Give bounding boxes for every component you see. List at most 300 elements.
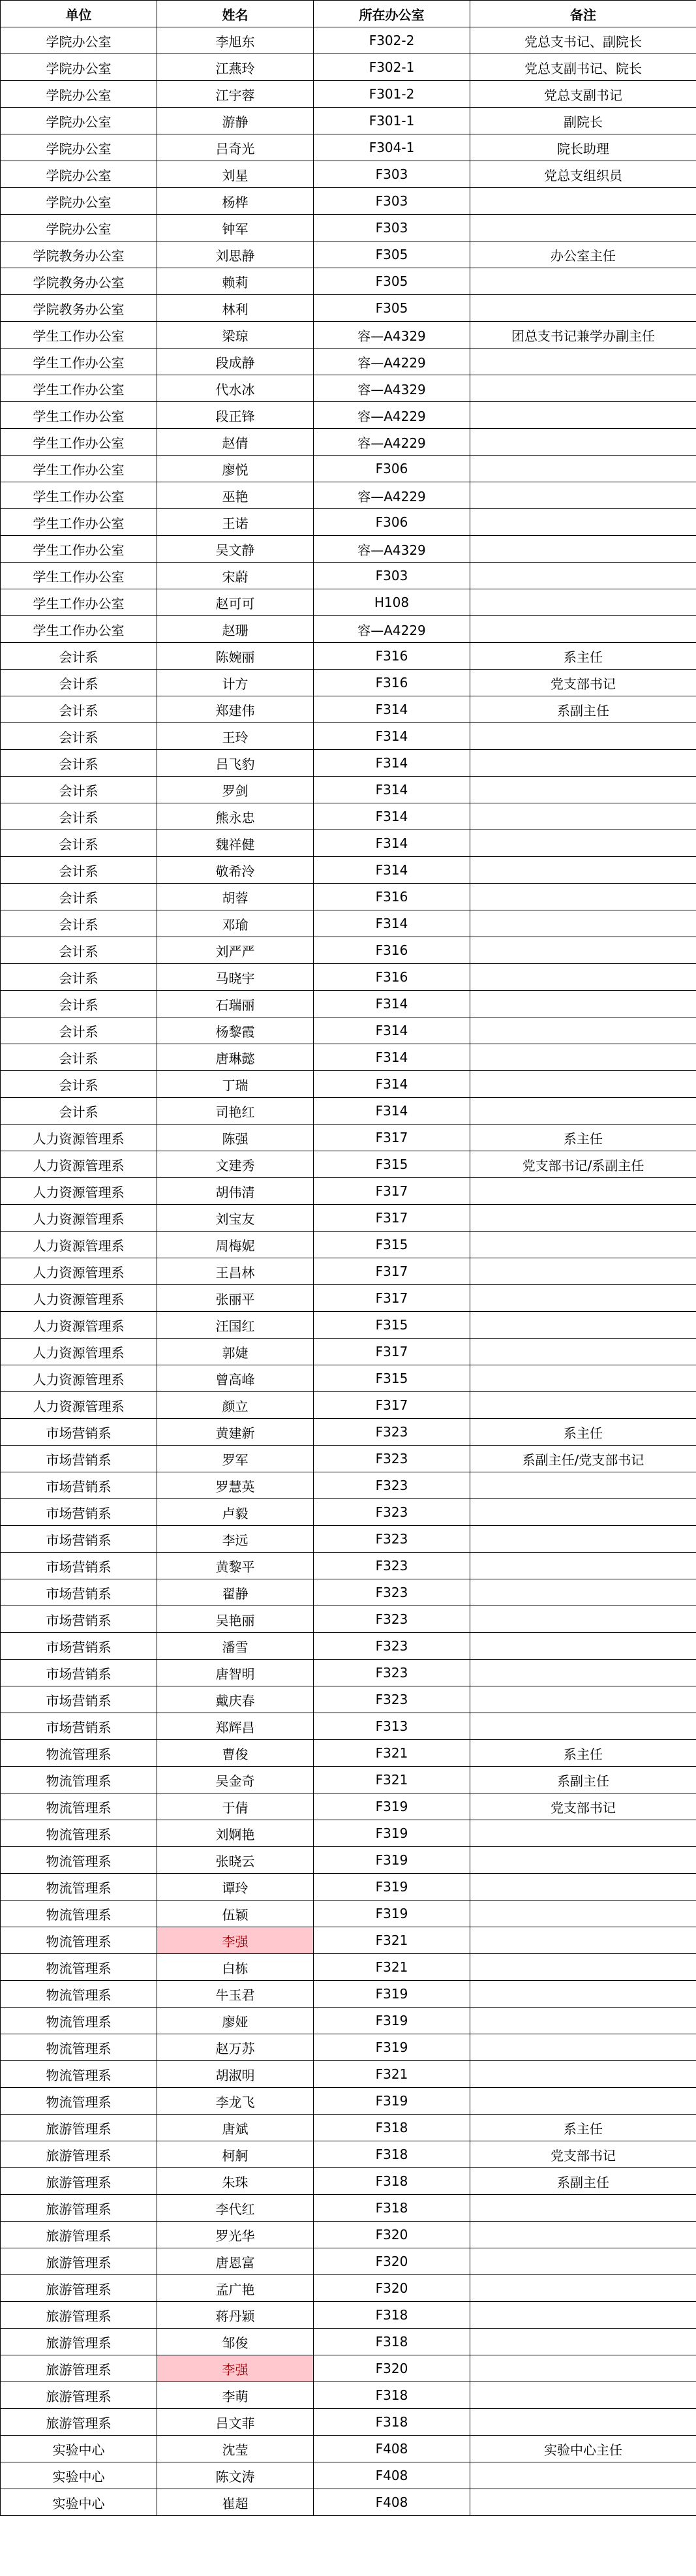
cell-office[interactable]: 容—A4229 <box>314 402 470 429</box>
cell-office[interactable]: 容—A4229 <box>314 429 470 456</box>
cell-remark[interactable] <box>470 1606 696 1633</box>
cell-name[interactable]: 汪国红 <box>157 1312 314 1339</box>
cell-remark[interactable] <box>470 1205 696 1232</box>
cell-unit[interactable]: 物流管理系 <box>1 2061 157 2088</box>
cell-remark[interactable] <box>470 2248 696 2275</box>
cell-office[interactable]: F314 <box>314 991 470 1017</box>
cell-remark[interactable] <box>470 750 696 777</box>
cell-remark[interactable] <box>470 429 696 456</box>
cell-remark[interactable] <box>470 563 696 589</box>
cell-remark[interactable]: 系主任 <box>470 1419 696 1446</box>
cell-office[interactable]: F321 <box>314 1954 470 1981</box>
cell-remark[interactable] <box>470 1820 696 1847</box>
cell-remark[interactable] <box>470 188 696 215</box>
cell-remark[interactable]: 院长助理 <box>470 134 696 161</box>
cell-remark[interactable] <box>470 964 696 991</box>
cell-remark[interactable] <box>470 1071 696 1098</box>
cell-office[interactable]: F318 <box>314 2195 470 2222</box>
cell-office[interactable]: F302-2 <box>314 27 470 54</box>
cell-name[interactable]: 邓瑜 <box>157 910 314 937</box>
cell-office[interactable]: F315 <box>314 1151 470 1178</box>
cell-name[interactable]: 吕飞豹 <box>157 750 314 777</box>
cell-name[interactable]: 白栋 <box>157 1954 314 1981</box>
cell-name[interactable]: 唐智明 <box>157 1660 314 1686</box>
cell-remark[interactable] <box>470 2355 696 2382</box>
cell-name[interactable]: 廖悦 <box>157 456 314 482</box>
cell-remark[interactable] <box>470 2275 696 2302</box>
cell-remark[interactable] <box>470 536 696 563</box>
cell-unit[interactable]: 市场营销系 <box>1 1633 157 1660</box>
cell-unit[interactable]: 市场营销系 <box>1 1553 157 1579</box>
cell-unit[interactable]: 学院办公室 <box>1 188 157 215</box>
cell-unit[interactable]: 人力资源管理系 <box>1 1205 157 1232</box>
cell-remark[interactable] <box>470 1526 696 1553</box>
cell-name[interactable]: 李强 <box>157 1927 314 1954</box>
cell-unit[interactable]: 物流管理系 <box>1 1927 157 1954</box>
cell-unit[interactable]: 学院办公室 <box>1 81 157 108</box>
cell-name[interactable]: 江燕玲 <box>157 54 314 81</box>
cell-office[interactable]: 容—A4229 <box>314 482 470 509</box>
cell-remark[interactable] <box>470 2008 696 2034</box>
cell-office[interactable]: F323 <box>314 1633 470 1660</box>
cell-name[interactable]: 胡淑明 <box>157 2061 314 2088</box>
cell-remark[interactable]: 党支部书记/系副主任 <box>470 1151 696 1178</box>
cell-office[interactable]: F314 <box>314 723 470 750</box>
cell-office[interactable]: F314 <box>314 1044 470 1071</box>
cell-unit[interactable]: 学生工作办公室 <box>1 509 157 536</box>
cell-unit[interactable]: 学生工作办公室 <box>1 322 157 349</box>
cell-name[interactable]: 刘宝友 <box>157 1205 314 1232</box>
cell-name[interactable]: 江宇蓉 <box>157 81 314 108</box>
cell-office[interactable]: F319 <box>314 1874 470 1901</box>
cell-name[interactable]: 刘思静 <box>157 241 314 268</box>
cell-remark[interactable]: 系主任 <box>470 643 696 670</box>
cell-remark[interactable] <box>470 2222 696 2248</box>
cell-unit[interactable]: 人力资源管理系 <box>1 1232 157 1258</box>
cell-remark[interactable] <box>470 991 696 1017</box>
cell-name[interactable]: 罗光华 <box>157 2222 314 2248</box>
cell-unit[interactable]: 市场营销系 <box>1 1446 157 1472</box>
cell-office[interactable]: F323 <box>314 1472 470 1499</box>
cell-name[interactable]: 沈莹 <box>157 2436 314 2462</box>
cell-unit[interactable]: 人力资源管理系 <box>1 1125 157 1151</box>
cell-name[interactable]: 孟广艳 <box>157 2275 314 2302</box>
cell-unit[interactable]: 会计系 <box>1 750 157 777</box>
cell-unit[interactable]: 旅游管理系 <box>1 2222 157 2248</box>
cell-office[interactable]: F321 <box>314 1767 470 1793</box>
cell-unit[interactable]: 市场营销系 <box>1 1526 157 1553</box>
cell-remark[interactable] <box>470 1285 696 1312</box>
cell-name[interactable]: 计方 <box>157 670 314 696</box>
cell-unit[interactable]: 学院教务办公室 <box>1 241 157 268</box>
cell-name[interactable]: 谭玲 <box>157 1874 314 1901</box>
cell-remark[interactable] <box>470 509 696 536</box>
cell-unit[interactable]: 会计系 <box>1 1098 157 1125</box>
cell-office[interactable]: F319 <box>314 1901 470 1927</box>
cell-unit[interactable]: 物流管理系 <box>1 1981 157 2008</box>
cell-unit[interactable]: 旅游管理系 <box>1 2302 157 2329</box>
cell-remark[interactable] <box>470 482 696 509</box>
cell-office[interactable]: F314 <box>314 777 470 803</box>
cell-unit[interactable]: 会计系 <box>1 777 157 803</box>
cell-office[interactable]: F408 <box>314 2462 470 2489</box>
cell-unit[interactable]: 会计系 <box>1 910 157 937</box>
cell-remark[interactable]: 团总支书记兼学办副主任 <box>470 322 696 349</box>
cell-office[interactable]: F303 <box>314 161 470 188</box>
cell-office[interactable]: F318 <box>314 2115 470 2141</box>
cell-unit[interactable]: 旅游管理系 <box>1 2248 157 2275</box>
cell-unit[interactable]: 旅游管理系 <box>1 2115 157 2141</box>
cell-remark[interactable] <box>470 2382 696 2409</box>
cell-remark[interactable]: 实验中心主任 <box>470 2436 696 2462</box>
cell-name[interactable]: 赵可可 <box>157 589 314 616</box>
cell-office[interactable]: F319 <box>314 2008 470 2034</box>
cell-remark[interactable] <box>470 2409 696 2436</box>
cell-name[interactable]: 罗军 <box>157 1446 314 1472</box>
cell-unit[interactable]: 物流管理系 <box>1 2008 157 2034</box>
cell-unit[interactable]: 物流管理系 <box>1 1740 157 1767</box>
cell-office[interactable]: 容—A4329 <box>314 536 470 563</box>
cell-unit[interactable]: 会计系 <box>1 670 157 696</box>
cell-remark[interactable] <box>470 616 696 643</box>
cell-office[interactable]: F316 <box>314 964 470 991</box>
cell-unit[interactable]: 市场营销系 <box>1 1660 157 1686</box>
cell-remark[interactable] <box>470 2302 696 2329</box>
cell-office[interactable]: F319 <box>314 1793 470 1820</box>
cell-unit[interactable]: 会计系 <box>1 964 157 991</box>
cell-remark[interactable] <box>470 1874 696 1901</box>
cell-remark[interactable]: 党支部书记 <box>470 670 696 696</box>
cell-office[interactable]: F316 <box>314 670 470 696</box>
cell-name[interactable]: 李龙飞 <box>157 2088 314 2115</box>
cell-office[interactable]: F319 <box>314 2034 470 2061</box>
cell-office[interactable]: F316 <box>314 937 470 964</box>
cell-office[interactable]: H108 <box>314 589 470 616</box>
cell-office[interactable]: F320 <box>314 2248 470 2275</box>
cell-unit[interactable]: 学生工作办公室 <box>1 456 157 482</box>
cell-remark[interactable] <box>470 589 696 616</box>
cell-remark[interactable] <box>470 1258 696 1285</box>
cell-office[interactable]: F315 <box>314 1312 470 1339</box>
cell-remark[interactable]: 副院长 <box>470 108 696 134</box>
cell-name[interactable]: 李旭东 <box>157 27 314 54</box>
cell-remark[interactable] <box>470 1927 696 1954</box>
cell-remark[interactable] <box>470 2061 696 2088</box>
cell-name[interactable]: 王诺 <box>157 509 314 536</box>
cell-unit[interactable]: 会计系 <box>1 884 157 910</box>
cell-name[interactable]: 陈强 <box>157 1125 314 1151</box>
cell-remark[interactable] <box>470 456 696 482</box>
cell-remark[interactable] <box>470 2489 696 2516</box>
cell-remark[interactable] <box>470 295 696 322</box>
cell-remark[interactable] <box>470 857 696 884</box>
cell-remark[interactable]: 党支部书记 <box>470 1793 696 1820</box>
cell-unit[interactable]: 旅游管理系 <box>1 2329 157 2355</box>
cell-name[interactable]: 梁琼 <box>157 322 314 349</box>
cell-unit[interactable]: 实验中心 <box>1 2489 157 2516</box>
cell-remark[interactable] <box>470 349 696 375</box>
cell-name[interactable]: 颜立 <box>157 1392 314 1419</box>
cell-remark[interactable] <box>470 1232 696 1258</box>
cell-remark[interactable]: 党总支副书记、院长 <box>470 54 696 81</box>
cell-unit[interactable]: 物流管理系 <box>1 1954 157 1981</box>
cell-name[interactable]: 罗剑 <box>157 777 314 803</box>
cell-remark[interactable]: 系主任 <box>470 1740 696 1767</box>
cell-unit[interactable]: 物流管理系 <box>1 1901 157 1927</box>
cell-office[interactable]: F318 <box>314 2382 470 2409</box>
cell-remark[interactable] <box>470 1553 696 1579</box>
cell-unit[interactable]: 学院办公室 <box>1 134 157 161</box>
cell-unit[interactable]: 物流管理系 <box>1 1820 157 1847</box>
cell-unit[interactable]: 旅游管理系 <box>1 2355 157 2382</box>
cell-name[interactable]: 蒋丹颖 <box>157 2302 314 2329</box>
cell-remark[interactable] <box>470 1392 696 1419</box>
cell-name[interactable]: 胡伟清 <box>157 1178 314 1205</box>
header-name[interactable]: 姓名 <box>157 1 314 27</box>
cell-office[interactable]: F317 <box>314 1178 470 1205</box>
cell-office[interactable]: F320 <box>314 2275 470 2302</box>
cell-name[interactable]: 刘婀艳 <box>157 1820 314 1847</box>
cell-name[interactable]: 石瑞丽 <box>157 991 314 1017</box>
cell-name[interactable]: 敬希泠 <box>157 857 314 884</box>
cell-remark[interactable] <box>470 1499 696 1526</box>
cell-unit[interactable]: 学生工作办公室 <box>1 589 157 616</box>
cell-unit[interactable]: 市场营销系 <box>1 1606 157 1633</box>
cell-office[interactable]: F319 <box>314 1847 470 1874</box>
cell-unit[interactable]: 市场营销系 <box>1 1419 157 1446</box>
cell-unit[interactable]: 会计系 <box>1 1071 157 1098</box>
cell-name[interactable]: 戴庆春 <box>157 1686 314 1713</box>
cell-remark[interactable] <box>470 2462 696 2489</box>
cell-remark[interactable]: 系主任 <box>470 2115 696 2141</box>
cell-unit[interactable]: 物流管理系 <box>1 1874 157 1901</box>
cell-remark[interactable]: 系副主任 <box>470 2168 696 2195</box>
cell-office[interactable]: F408 <box>314 2436 470 2462</box>
cell-name[interactable]: 刘严严 <box>157 937 314 964</box>
cell-unit[interactable]: 人力资源管理系 <box>1 1339 157 1365</box>
cell-remark[interactable] <box>470 1178 696 1205</box>
cell-remark[interactable]: 党总支组织员 <box>470 161 696 188</box>
cell-name[interactable]: 吕奇光 <box>157 134 314 161</box>
cell-name[interactable]: 刘星 <box>157 161 314 188</box>
cell-name[interactable]: 吴金奇 <box>157 1767 314 1793</box>
cell-remark[interactable] <box>470 1901 696 1927</box>
cell-remark[interactable] <box>470 1981 696 2008</box>
cell-office[interactable]: F317 <box>314 1125 470 1151</box>
cell-office[interactable]: F314 <box>314 830 470 857</box>
cell-remark[interactable] <box>470 1017 696 1044</box>
cell-office[interactable]: F319 <box>314 1981 470 2008</box>
cell-remark[interactable] <box>470 1633 696 1660</box>
cell-unit[interactable]: 学院办公室 <box>1 108 157 134</box>
cell-office[interactable]: F303 <box>314 188 470 215</box>
cell-unit[interactable]: 会计系 <box>1 857 157 884</box>
cell-remark[interactable]: 党支部书记 <box>470 2141 696 2168</box>
cell-name[interactable]: 于倩 <box>157 1793 314 1820</box>
cell-name[interactable]: 宋蔚 <box>157 563 314 589</box>
cell-remark[interactable] <box>470 1579 696 1606</box>
cell-name[interactable]: 王昌林 <box>157 1258 314 1285</box>
cell-remark[interactable] <box>470 910 696 937</box>
cell-remark[interactable] <box>470 375 696 402</box>
cell-unit[interactable]: 学生工作办公室 <box>1 482 157 509</box>
cell-name[interactable]: 林利 <box>157 295 314 322</box>
cell-office[interactable]: F408 <box>314 2489 470 2516</box>
cell-name[interactable]: 曾高峰 <box>157 1365 314 1392</box>
cell-name[interactable]: 赖莉 <box>157 268 314 295</box>
cell-remark[interactable] <box>470 1954 696 1981</box>
cell-office[interactable]: F323 <box>314 1579 470 1606</box>
cell-remark[interactable] <box>470 830 696 857</box>
cell-unit[interactable]: 会计系 <box>1 696 157 723</box>
cell-unit[interactable]: 会计系 <box>1 830 157 857</box>
cell-name[interactable]: 廖娅 <box>157 2008 314 2034</box>
cell-unit[interactable]: 学院教务办公室 <box>1 268 157 295</box>
cell-name[interactable]: 罗慧英 <box>157 1472 314 1499</box>
cell-name[interactable]: 代水冰 <box>157 375 314 402</box>
cell-office[interactable]: F317 <box>314 1285 470 1312</box>
cell-name[interactable]: 赵珊 <box>157 616 314 643</box>
cell-office[interactable]: F323 <box>314 1446 470 1472</box>
cell-unit[interactable]: 学生工作办公室 <box>1 375 157 402</box>
cell-office[interactable]: F305 <box>314 295 470 322</box>
cell-office[interactable]: F305 <box>314 241 470 268</box>
cell-remark[interactable] <box>470 1044 696 1071</box>
cell-name[interactable]: 杨黎霞 <box>157 1017 314 1044</box>
cell-name[interactable]: 张丽平 <box>157 1285 314 1312</box>
cell-unit[interactable]: 学生工作办公室 <box>1 616 157 643</box>
cell-office[interactable]: F317 <box>314 1339 470 1365</box>
cell-office[interactable]: F321 <box>314 1927 470 1954</box>
cell-remark[interactable]: 系副主任 <box>470 696 696 723</box>
cell-name[interactable]: 郭婕 <box>157 1339 314 1365</box>
cell-office[interactable]: F314 <box>314 696 470 723</box>
cell-remark[interactable] <box>470 1365 696 1392</box>
cell-office[interactable]: F323 <box>314 1660 470 1686</box>
cell-office[interactable]: F314 <box>314 750 470 777</box>
cell-unit[interactable]: 物流管理系 <box>1 2034 157 2061</box>
cell-office[interactable]: F323 <box>314 1419 470 1446</box>
cell-office[interactable]: F316 <box>314 643 470 670</box>
cell-name[interactable]: 潘雪 <box>157 1633 314 1660</box>
cell-office[interactable]: F319 <box>314 1820 470 1847</box>
cell-unit[interactable]: 会计系 <box>1 803 157 830</box>
cell-unit[interactable]: 会计系 <box>1 991 157 1017</box>
cell-name[interactable]: 伍颖 <box>157 1901 314 1927</box>
cell-name[interactable]: 赵倩 <box>157 429 314 456</box>
cell-unit[interactable]: 实验中心 <box>1 2436 157 2462</box>
cell-remark[interactable] <box>470 2088 696 2115</box>
cell-remark[interactable] <box>470 1686 696 1713</box>
cell-name[interactable]: 熊永忠 <box>157 803 314 830</box>
cell-unit[interactable]: 旅游管理系 <box>1 2141 157 2168</box>
cell-office[interactable]: F303 <box>314 563 470 589</box>
cell-remark[interactable] <box>470 2329 696 2355</box>
cell-name[interactable]: 邹俊 <box>157 2329 314 2355</box>
cell-unit[interactable]: 学院办公室 <box>1 27 157 54</box>
cell-office[interactable]: F314 <box>314 1098 470 1125</box>
cell-unit[interactable]: 学生工作办公室 <box>1 536 157 563</box>
cell-unit[interactable]: 学院办公室 <box>1 215 157 241</box>
cell-remark[interactable] <box>470 803 696 830</box>
cell-name[interactable]: 司艳红 <box>157 1098 314 1125</box>
cell-office[interactable]: F314 <box>314 910 470 937</box>
cell-remark[interactable]: 系副主任/党支部书记 <box>470 1446 696 1472</box>
cell-office[interactable]: F318 <box>314 2409 470 2436</box>
cell-unit[interactable]: 学生工作办公室 <box>1 429 157 456</box>
cell-office[interactable]: F314 <box>314 1071 470 1098</box>
cell-name[interactable]: 李远 <box>157 1526 314 1553</box>
cell-unit[interactable]: 人力资源管理系 <box>1 1365 157 1392</box>
cell-office[interactable]: F303 <box>314 215 470 241</box>
cell-name[interactable]: 李强 <box>157 2355 314 2382</box>
cell-name[interactable]: 赵万苏 <box>157 2034 314 2061</box>
cell-unit[interactable]: 学院办公室 <box>1 161 157 188</box>
cell-unit[interactable]: 旅游管理系 <box>1 2382 157 2409</box>
header-office[interactable]: 所在办公室 <box>314 1 470 27</box>
cell-name[interactable]: 王玲 <box>157 723 314 750</box>
cell-office[interactable]: F323 <box>314 1553 470 1579</box>
cell-office[interactable]: F304-1 <box>314 134 470 161</box>
cell-name[interactable]: 杨桦 <box>157 188 314 215</box>
cell-office[interactable]: F305 <box>314 268 470 295</box>
cell-unit[interactable]: 学院教务办公室 <box>1 295 157 322</box>
cell-unit[interactable]: 学生工作办公室 <box>1 402 157 429</box>
cell-office[interactable]: F318 <box>314 2141 470 2168</box>
cell-name[interactable]: 周梅妮 <box>157 1232 314 1258</box>
cell-remark[interactable] <box>470 2195 696 2222</box>
cell-name[interactable]: 段成静 <box>157 349 314 375</box>
cell-unit[interactable]: 学生工作办公室 <box>1 563 157 589</box>
cell-name[interactable]: 吴文静 <box>157 536 314 563</box>
cell-name[interactable]: 唐琳懿 <box>157 1044 314 1071</box>
cell-office[interactable]: F314 <box>314 1017 470 1044</box>
cell-remark[interactable] <box>470 215 696 241</box>
cell-unit[interactable]: 旅游管理系 <box>1 2275 157 2302</box>
header-remark[interactable]: 备注 <box>470 1 696 27</box>
cell-name[interactable]: 黄黎平 <box>157 1553 314 1579</box>
cell-unit[interactable]: 物流管理系 <box>1 2088 157 2115</box>
cell-unit[interactable]: 会计系 <box>1 643 157 670</box>
cell-name[interactable]: 段正锋 <box>157 402 314 429</box>
cell-office[interactable]: F321 <box>314 2061 470 2088</box>
header-unit[interactable]: 单位 <box>1 1 157 27</box>
cell-unit[interactable]: 旅游管理系 <box>1 2195 157 2222</box>
cell-unit[interactable]: 市场营销系 <box>1 1499 157 1526</box>
cell-unit[interactable]: 市场营销系 <box>1 1686 157 1713</box>
cell-name[interactable]: 钟军 <box>157 215 314 241</box>
cell-unit[interactable]: 人力资源管理系 <box>1 1151 157 1178</box>
cell-name[interactable]: 丁瑞 <box>157 1071 314 1098</box>
cell-remark[interactable] <box>470 1098 696 1125</box>
cell-unit[interactable]: 物流管理系 <box>1 1847 157 1874</box>
cell-unit[interactable]: 物流管理系 <box>1 1793 157 1820</box>
cell-unit[interactable]: 学院办公室 <box>1 54 157 81</box>
cell-office[interactable]: F323 <box>314 1499 470 1526</box>
cell-office[interactable]: F321 <box>314 1740 470 1767</box>
cell-unit[interactable]: 市场营销系 <box>1 1579 157 1606</box>
cell-remark[interactable] <box>470 777 696 803</box>
cell-unit[interactable]: 人力资源管理系 <box>1 1312 157 1339</box>
cell-office[interactable]: F323 <box>314 1686 470 1713</box>
cell-office[interactable]: F316 <box>314 884 470 910</box>
cell-name[interactable]: 马晓宇 <box>157 964 314 991</box>
cell-unit[interactable]: 会计系 <box>1 1044 157 1071</box>
cell-office[interactable]: F323 <box>314 1526 470 1553</box>
cell-remark[interactable] <box>470 1660 696 1686</box>
cell-office[interactable]: F318 <box>314 2302 470 2329</box>
cell-name[interactable]: 吴艳丽 <box>157 1606 314 1633</box>
